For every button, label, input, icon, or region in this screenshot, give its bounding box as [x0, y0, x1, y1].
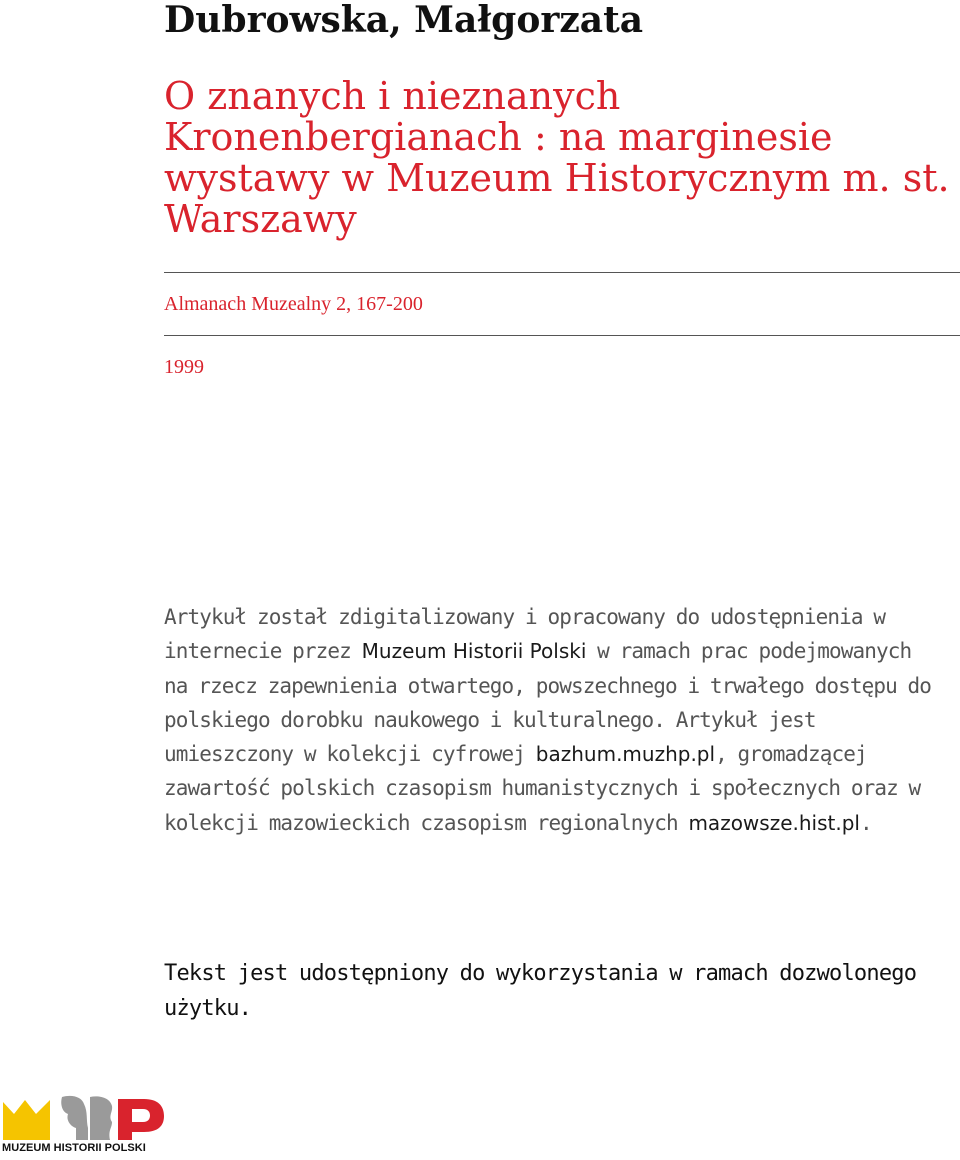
source-citation: Almanach Muzealny 2, 167-200: [164, 293, 423, 315]
logo-h-shape: [90, 1096, 112, 1140]
publication-year: 1999: [164, 356, 204, 378]
museum-logo-icon: [2, 1094, 166, 1142]
museum-name: Muzeum Historii Polski: [361, 639, 587, 664]
digitization-notice: [164, 600, 944, 840]
logo-caption: MUZEUM HISTORII POLSKI: [2, 1142, 146, 1154]
notice-text: w ramach prac podejmowanych na rzecz zapewnienia otwartego, powszechnego i trwałego dostępu do polskiego dorobku naukowego i kulturalnego. Artykuł jest umieszczony w kolekcji cyfrowej: [164, 639, 932, 767]
notice-text: .: [859, 810, 872, 835]
logo-p-shape: [118, 1099, 164, 1140]
notice-text: Artykuł został zdigitalizowany i opracowany do udostępnienia w internecie przez: [164, 605, 886, 664]
logo-m-shape: [3, 1100, 50, 1140]
mazowsze-link[interactable]: mazowsze.hist.pl: [688, 810, 860, 835]
museum-logo: [2, 1094, 166, 1158]
divider-top: [164, 272, 960, 273]
bazhum-link[interactable]: bazhum.muzhp.pl: [535, 742, 716, 767]
divider-bottom: [164, 335, 960, 336]
article-title: O znanych i nieznanych Kronenbergianach : na marginesie wystawy w Muzeum Historycznym m. st. Warszawy: [164, 74, 950, 241]
license-notice: Tekst jest udostępniony do wykorzystania w ramach dozwolonego użytku.: [164, 961, 917, 1021]
logo-h-shape: [61, 1096, 88, 1140]
notice-text: , gromadzącej zawartość polskich czasopism humanistycznych i społecznych oraz w kolekcji mazowieckich czasopism regionalnych: [164, 742, 921, 835]
author-name: Dubrowska, Małgorzata: [164, 0, 644, 41]
